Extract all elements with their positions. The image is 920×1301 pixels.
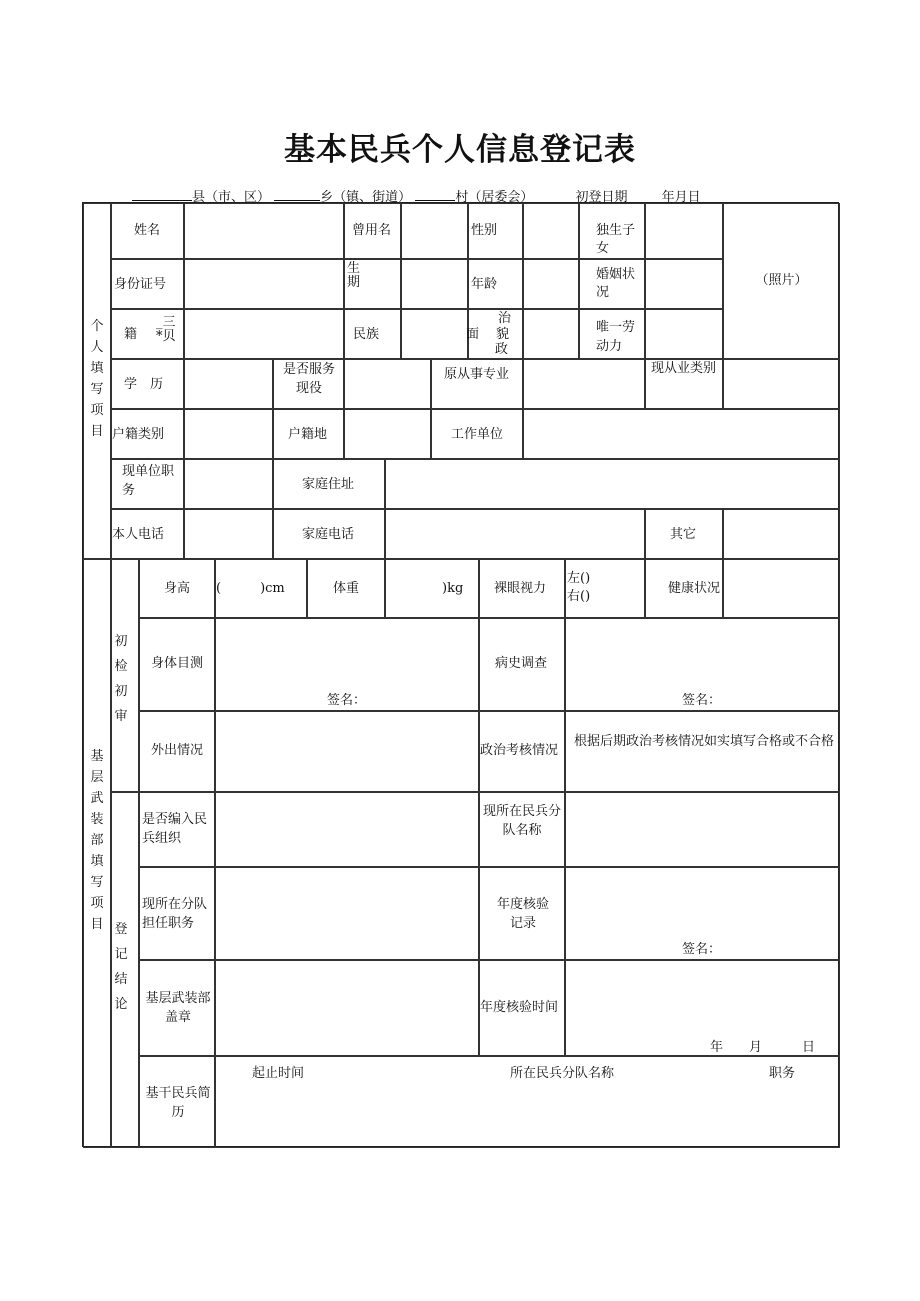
former-major-input[interactable] [523, 359, 645, 409]
other-label-cell [645, 509, 723, 559]
weight-input[interactable] [385, 559, 479, 618]
reg-date-unit: 年月日 [661, 190, 701, 205]
native-label-b: _三 [156, 315, 176, 330]
name-input[interactable] [184, 203, 344, 259]
served-label: 是否服务现役 [282, 362, 335, 396]
birth-label-cell [344, 259, 401, 309]
only-child-label: 独生子女 [596, 223, 636, 256]
ethnicity-label: 民族 [353, 327, 380, 342]
former-major-label: 原从事专业 [444, 367, 510, 382]
name-label: 姓名 [134, 223, 161, 238]
politics-label-a: 治 [498, 311, 512, 326]
id-number-input[interactable] [184, 259, 344, 309]
health-label: 健康状况 [668, 581, 721, 596]
photo-label: （照片） [755, 273, 808, 288]
age-input[interactable] [523, 259, 579, 309]
registration-form [82, 202, 839, 1147]
marital-label: 婚姻状况 [596, 267, 636, 300]
squad-role-input[interactable] [215, 867, 479, 960]
work-unit-input[interactable] [523, 409, 840, 459]
travel-input[interactable] [215, 711, 479, 792]
height-input[interactable] [215, 559, 307, 618]
political-check-note: 根据后期政治考核情况如实填写合格或不合格 [573, 734, 834, 749]
stamp-label: 基层武装部盖章 [145, 991, 211, 1025]
political-check-label: 政治考核情况 [480, 743, 559, 758]
travel-label: 外出情况 [151, 743, 204, 758]
politics-label-d: 政 [495, 342, 509, 357]
current-job-type-label: 现从业类别 [651, 361, 717, 376]
stamp-label-cell [139, 960, 215, 1056]
annual-time-year: 年 [710, 1040, 724, 1055]
current-job-type-input[interactable] [723, 359, 840, 409]
phone-label-cell [111, 509, 184, 559]
vision-label-cell [479, 559, 565, 618]
other-label: 其它 [670, 527, 697, 542]
served-label-cell [273, 359, 344, 409]
visual-exam-label-cell [139, 618, 215, 711]
served-input[interactable] [344, 359, 431, 409]
only-child-input[interactable] [645, 203, 723, 259]
home-phone-input[interactable] [385, 509, 645, 559]
former-name-label-cell [344, 203, 401, 259]
former-name-label: 曾用名 [352, 223, 392, 238]
annual-record-label: 年度核验记录 [497, 897, 550, 931]
gender-label: 性别 [471, 223, 498, 238]
former-name-input[interactable] [401, 203, 468, 259]
marital-label-cell [579, 259, 645, 309]
education-label-cell [111, 359, 184, 409]
medical-history-label: 病史调查 [495, 656, 548, 671]
former-major-label-cell [431, 359, 523, 409]
position-input[interactable] [184, 459, 273, 509]
visual-exam-input[interactable] [215, 618, 479, 711]
weight-unit: )kg [442, 581, 464, 596]
vision-left: 左() [567, 571, 591, 586]
medical-history-input[interactable] [565, 618, 840, 711]
home-address-label-cell [273, 459, 385, 509]
section1-vertical-label: 个人填写项目 [90, 319, 104, 439]
annual-record-input[interactable] [565, 867, 840, 960]
native-label-a: 籍 [124, 327, 138, 342]
education-input[interactable] [184, 359, 273, 409]
medical-history-sign: 签名： [682, 693, 722, 708]
visual-exam-sign: 签名： [327, 693, 367, 708]
gender-input[interactable] [523, 203, 579, 259]
page-title: 基本民兵个人信息登记表 [284, 132, 636, 168]
village-blank[interactable] [415, 188, 455, 201]
politics-input[interactable] [523, 309, 579, 359]
politics-label-b: 面 [466, 327, 480, 342]
travel-label-cell [139, 711, 215, 792]
resume-duty-col: 职务 [769, 1066, 796, 1081]
resume-input[interactable] [215, 1056, 840, 1148]
id-number-label-cell [111, 259, 184, 309]
stamp-input[interactable] [215, 960, 479, 1056]
native-label-cell [111, 309, 184, 359]
county-blank[interactable] [132, 188, 192, 201]
county-label: 县（市、区） [192, 190, 271, 205]
ethnicity-input[interactable] [401, 309, 468, 359]
sole-labor-input[interactable] [645, 309, 723, 359]
height-unit: ( )cm [216, 581, 285, 596]
home-phone-label: 家庭电话 [302, 527, 355, 542]
squad-role-label-cell [139, 867, 215, 960]
home-address-input[interactable] [385, 459, 840, 509]
politics-label-c: 貌 [496, 327, 510, 342]
birth-label-a: 生 [347, 261, 361, 276]
squad-name-label-cell [479, 792, 565, 867]
only-child-label-cell [579, 203, 645, 259]
home-phone-label-cell [273, 509, 385, 559]
register-group-label: 登记结论 [114, 922, 128, 1012]
birth-input[interactable] [401, 259, 468, 309]
height-label: 身高 [164, 581, 191, 596]
hukou-place-label-cell [273, 409, 344, 459]
phone-label: 本人电话 [112, 527, 165, 542]
hukou-type-label-cell [111, 409, 184, 459]
work-unit-label: 工作单位 [451, 427, 504, 442]
position-label: 现单位职务 [122, 464, 175, 498]
visual-exam-label: 身体目测 [151, 656, 204, 671]
annual-time-day: 日 [802, 1040, 816, 1055]
hukou-type-input[interactable] [184, 409, 273, 459]
hukou-type-label: 户籍类别 [112, 427, 165, 442]
town-blank[interactable] [274, 188, 320, 201]
gender-label-cell [468, 203, 523, 259]
other-input[interactable] [723, 509, 840, 559]
resume-label: 基干民兵简历 [145, 1086, 211, 1120]
id-number-label: 身份证号 [114, 277, 167, 292]
village-label: 村（居委会） [455, 190, 534, 205]
enrolled-input[interactable] [215, 792, 479, 867]
reg-date-label: 初登日期 [575, 190, 628, 205]
sole-labor-label: 唯一劳动力 [596, 320, 636, 354]
section2-vertical-cell [83, 559, 111, 1148]
annual-time-label-cell [479, 960, 565, 1056]
annual-time-month: 月 [749, 1040, 763, 1055]
position-label-cell [111, 459, 184, 509]
height-label-cell [139, 559, 215, 618]
education-label: 学 历 [124, 377, 164, 392]
current-job-type-label-cell [645, 359, 723, 409]
vision-label: 裸眼视力 [494, 581, 547, 596]
annual-record-sign: 签名： [682, 942, 722, 957]
squad-role-label: 现所在分队担任职务 [142, 897, 208, 931]
vision-right: 右() [567, 589, 591, 604]
home-address-label: 家庭住址 [302, 477, 355, 492]
photo-cell[interactable] [723, 203, 840, 359]
exam-group-cell [111, 559, 139, 792]
medical-history-label-cell [479, 618, 565, 711]
resume-label-cell [139, 1056, 215, 1148]
ethnicity-label-cell [344, 309, 401, 359]
exam-group-label: 初检初审 [114, 634, 128, 724]
birth-label-b: 期 [347, 275, 361, 290]
politics-label-cell [468, 309, 523, 359]
town-label: 乡（镇、街道） [320, 190, 412, 205]
age-label-cell [468, 259, 523, 309]
annual-record-label-cell [479, 867, 565, 960]
section1-vertical-cell [83, 203, 111, 559]
register-group-cell [111, 792, 139, 1148]
annual-time-input[interactable] [565, 960, 840, 1056]
vision-input[interactable] [565, 559, 645, 618]
marital-input[interactable] [645, 259, 723, 309]
hukou-place-input[interactable] [344, 409, 431, 459]
work-unit-label-cell [431, 409, 523, 459]
squad-name-label: 现所在民兵分队名称 [482, 804, 561, 838]
weight-label: 体重 [333, 581, 360, 596]
native-input[interactable] [184, 309, 344, 359]
political-check-input[interactable] [565, 711, 840, 792]
health-input[interactable] [723, 559, 840, 618]
name-label-cell [111, 203, 184, 259]
section2-vertical-label: 基层武装部填写项目 [90, 749, 104, 932]
resume-period-col: 起止时间 [252, 1066, 305, 1081]
sole-labor-label-cell [579, 309, 645, 359]
annual-time-label: 年度核验时间 [480, 1000, 559, 1015]
health-label-cell [645, 559, 723, 618]
age-label: 年龄 [471, 277, 498, 292]
resume-squad-col: 所在民兵分队名称 [510, 1066, 615, 1081]
enrolled-label: 是否编入民兵组织 [142, 812, 208, 846]
native-label-c: *贝 [156, 329, 176, 344]
phone-input[interactable] [184, 509, 273, 559]
political-check-label-cell [479, 711, 565, 792]
weight-label-cell [307, 559, 385, 618]
hukou-place-label: 户籍地 [288, 427, 328, 442]
enrolled-label-cell [139, 792, 215, 867]
squad-name-input[interactable] [565, 792, 840, 867]
